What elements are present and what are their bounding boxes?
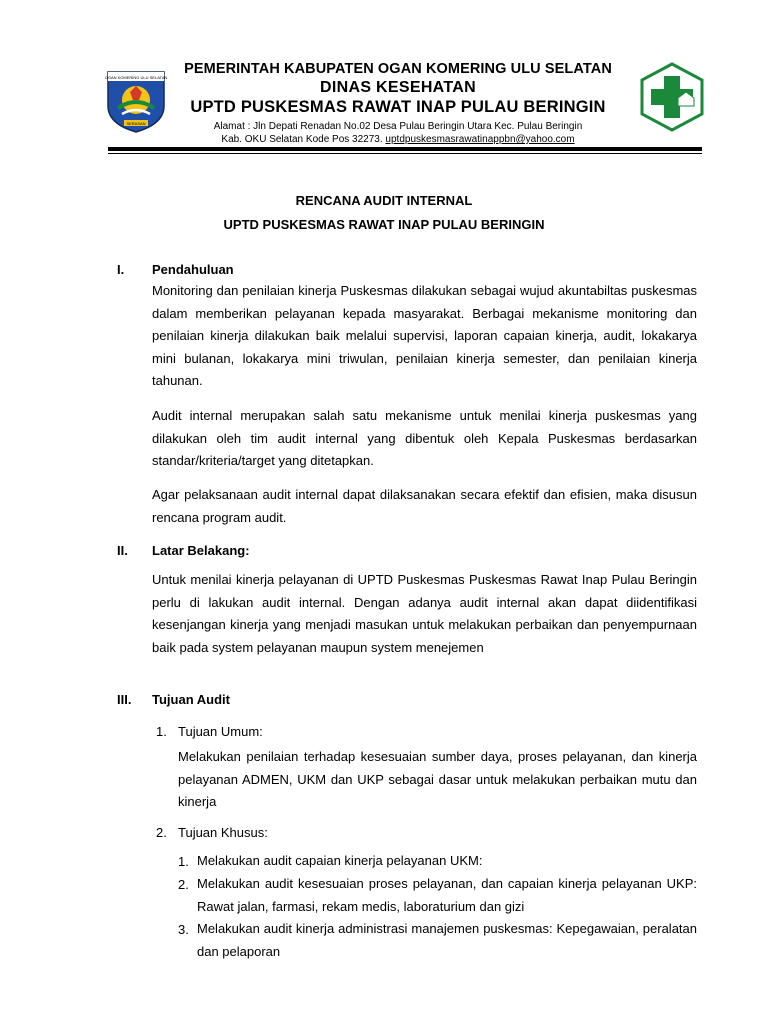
subsection-heading: Tujuan Khusus:: [178, 825, 268, 840]
institution-name: UPTD PUSKESMAS RAWAT INAP PULAU BERINGIN: [190, 98, 606, 116]
emblem-motto: SERASAN: [126, 121, 146, 126]
section-heading: Pendahuluan: [152, 262, 234, 277]
body-paragraph: Untuk menilai kinerja pelayanan di UPTD Puskesmas Puskesmas Rawat Inap Pulau Beringin perlu di lakukan audit internal. Dengan adanya audit internal akan dapat diidentifikasi kesenjangan kinerja yang menjadi masukan untuk melakukan perbaikan dan penyempurnaan baik pada system pelayanan maupun system menejemen: [152, 572, 697, 655]
subsection-heading: Tujuan Umum:: [178, 724, 263, 739]
list-item-number: 1.: [178, 854, 189, 869]
address-line-2: [168, 133, 628, 146]
body-paragraph: Audit internal merupakan salah satu mekanisme untuk menilai kinerja puskesmas yang dilakukan oleh tim audit internal yang dibentuk oleh Kepala Puskesmas berdasarkan standar/kriteria/target yang ditetapkan.: [152, 408, 697, 469]
section-heading: Latar Belakang:: [152, 543, 250, 558]
subsection-paragraph: Melakukan penilaian terhadap kesesuaian sumber daya, proses pelayanan, dan kinerja pelayanan ADMEN, UKM dan UKP sebagai dasar untuk melakukan perbaikan mutu dan kinerja: [178, 749, 697, 810]
document-subtitle: UPTD PUSKESMAS RAWAT INAP PULAU BERINGIN: [223, 217, 545, 232]
list-item-number: 3.: [178, 922, 189, 937]
letterhead-rule-thin: [108, 153, 702, 154]
section-number: I.: [117, 262, 125, 277]
body-paragraph: Agar pelaksanaan audit internal dapat dilaksanakan secara efektif dan efisien, maka disusun rencana program audit.: [152, 487, 697, 525]
list-item: Melakukan audit kinerja administrasi manajemen puskesmas: Kepegawaian, peralatan dan pelaporan: [197, 921, 697, 959]
subsection-number: 1.: [156, 724, 167, 739]
puskesmas-cross-icon: [640, 62, 704, 132]
list-item: Melakukan audit capaian kinerja pelayanan UKM:: [197, 853, 483, 868]
email-link[interactable]: uptdpuskesmasrawatinappbn@yahoo.com: [385, 134, 575, 145]
section-number: II.: [117, 543, 128, 558]
address-line-1: Alamat : Jln Depati Renadan No.02 Desa Pulau Beringin Utara Kec. Pulau Beringin: [213, 121, 583, 132]
list-item: Melakukan audit kesesuaian proses pelayanan, dan capaian kinerja pelayanan UKP: Rawat jalan, farmasi, rekam medis, laboraturium dan gizi: [197, 876, 697, 914]
department-name: DINAS KESEHATAN: [320, 79, 476, 96]
letterhead: [168, 60, 628, 146]
emblem-caption: OGAN KOMERING ULU SELATAN: [104, 75, 168, 80]
government-name: PEMERINTAH KABUPATEN OGAN KOMERING ULU SELATAN: [184, 61, 612, 77]
section-number: III.: [117, 692, 132, 707]
regency-emblem-icon: [104, 66, 168, 134]
list-item-number: 2.: [178, 877, 189, 892]
address-postal: Kab. OKU Selatan Kode Pos 32273.: [221, 134, 383, 145]
subsection-number: 2.: [156, 825, 167, 840]
document-title: RENCANA AUDIT INTERNAL: [295, 193, 473, 208]
letterhead-rule-thick: [108, 147, 702, 151]
section-heading: Tujuan Audit: [152, 692, 230, 707]
body-paragraph: Monitoring dan penilaian kinerja Puskesmas dilakukan sebagai wujud akuntabiltas puskesmas dalam memberikan pelayanan kepada masyarakat. Berbagai mekanisme monitoring dan penilaian kinerja dilakukan baik melalui supervisi, laporan capaian kinerja, audit, lokakarya mini bulanan, lokakarya mini triwulan, penilaian kinerja semester, dan penilaian kinerja tahunan.: [152, 283, 697, 389]
